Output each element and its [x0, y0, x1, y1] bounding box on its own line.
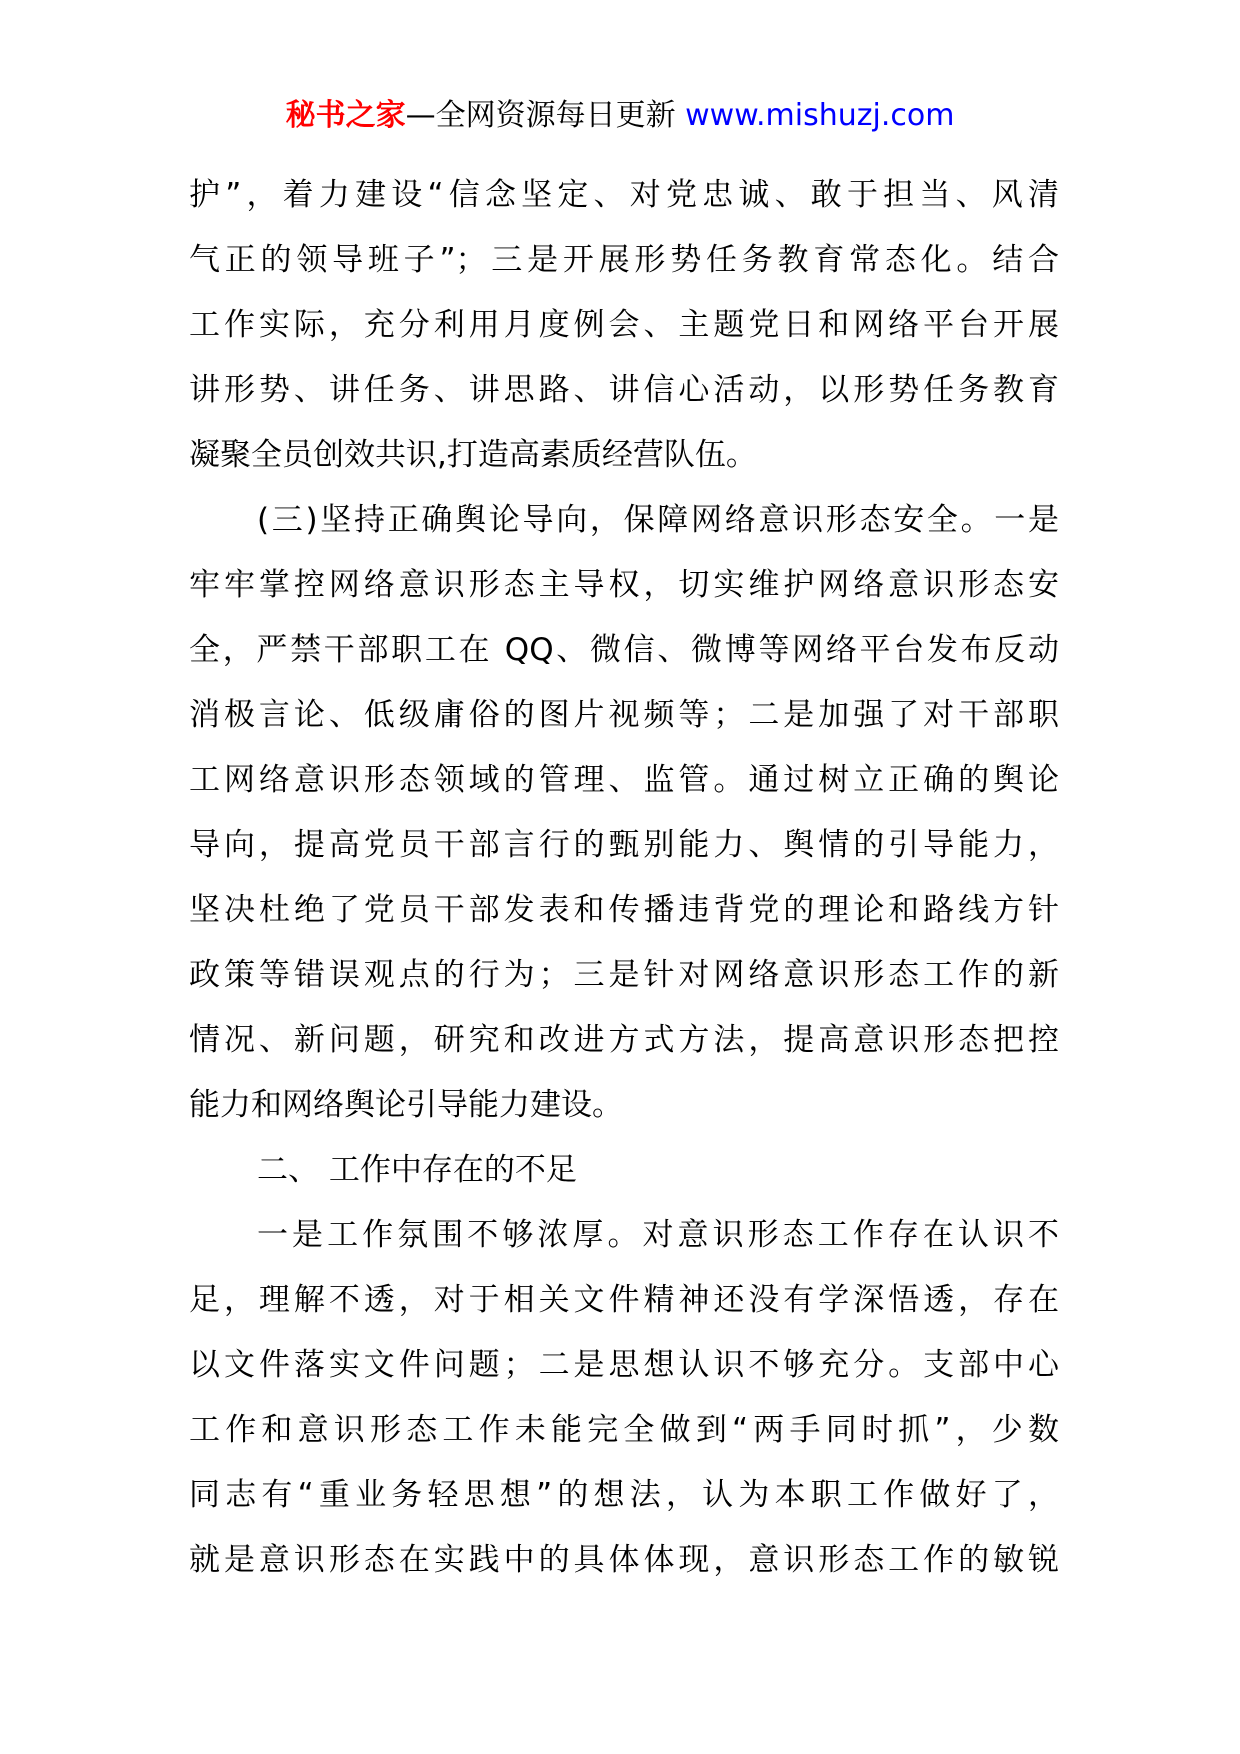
body-line: 就是意识形态在实践中的具体体现，意识形态工作的敏锐 — [189, 1542, 1059, 1578]
page-header — [0, 96, 1240, 136]
body-line: 工网络意识形态领域的管理、监管。通过树立正确的舆论 — [189, 762, 1059, 798]
document-body — [189, 163, 1059, 1593]
body-line: 讲形势、讲任务、讲思路、讲信心活动，以形势任务教育 — [189, 372, 1059, 408]
site-url-link[interactable]: www.mishuzj.com — [685, 98, 955, 133]
section-heading: 二、 工作中存在的不足 — [257, 1152, 577, 1188]
body-line: 护”，着力建设“信念坚定、对党忠诚、敢于担当、风清 — [189, 177, 1059, 213]
body-line: 一是工作氛围不够浓厚。对意识形态工作存在认识不 — [257, 1217, 1059, 1253]
body-line: 同志有“重业务轻思想”的想法，认为本职工作做好了， — [189, 1477, 1059, 1513]
body-line: 情况、新问题，研究和改进方式方法，提高意识形态把控 — [189, 1022, 1059, 1058]
brand-name: 秘书之家 — [285, 98, 406, 133]
body-line: 导向，提高党员干部言行的甄别能力、舆情的引导能力， — [189, 827, 1059, 863]
body-line: 气正的领导班子”；三是开展形势任务教育常态化。结合 — [189, 242, 1059, 278]
body-line: 凝聚全员创效共识,打造高素质经营队伍。 — [189, 437, 757, 473]
body-line: 足，理解不透，对于相关文件精神还没有学深悟透，存在 — [189, 1282, 1059, 1318]
body-line: 以文件落实文件问题；二是思想认识不够充分。支部中心 — [189, 1347, 1059, 1383]
body-line: 政策等错误观点的行为；三是针对网络意识形态工作的新 — [189, 957, 1059, 993]
body-line: 工作和意识形态工作未能完全做到“两手同时抓”，少数 — [189, 1412, 1059, 1448]
body-line: 坚决杜绝了党员干部发表和传播违背党的理论和路线方针 — [189, 892, 1059, 928]
section-heading-line: (三)坚持正确舆论导向，保障网络意识形态安全。一是 — [257, 502, 1059, 538]
body-line: 消极言论、低级庸俗的图片视频等；二是加强了对干部职 — [189, 697, 1059, 733]
body-line: 能力和网络舆论引导能力建设。 — [189, 1087, 623, 1123]
body-line: 全，严禁干部职工在 QQ、微信、微博等网络平台发布反动 — [189, 632, 1059, 668]
header-tagline: —全网资源每日更新 — [405, 98, 686, 133]
body-line: 牢牢掌控网络意识形态主导权，切实维护网络意识形态安 — [189, 567, 1059, 603]
body-line: 工作实际，充分利用月度例会、主题党日和网络平台开展 — [189, 307, 1059, 343]
